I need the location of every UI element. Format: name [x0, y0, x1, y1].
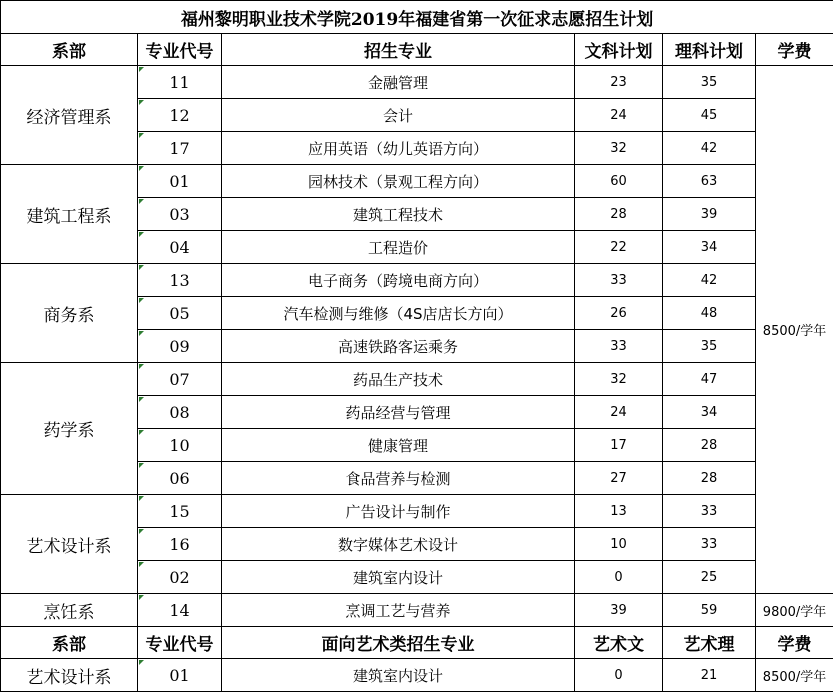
major-name-cell: 金融管理: [222, 66, 575, 99]
wen-plan-cell: 32: [575, 132, 663, 165]
table-row: [1, 264, 833, 297]
fee-cell: 9800/学年: [756, 594, 833, 627]
major-code-cell: 17: [138, 132, 222, 165]
header-fee: 学费: [756, 34, 833, 66]
li-plan-cell: 47: [663, 363, 756, 396]
table-row: [1, 659, 833, 692]
table-row: [1, 495, 833, 528]
wen-plan-cell: 22: [575, 231, 663, 264]
art-header-code: 专业代号: [138, 627, 222, 659]
major-code-cell: 06: [138, 462, 222, 495]
wen-plan-cell: 0: [575, 561, 663, 594]
li-plan-cell: 35: [663, 330, 756, 363]
major-name-cell: 园林技术（景观工程方向）: [222, 165, 575, 198]
major-name-cell: 建筑室内设计: [222, 659, 575, 692]
dept-cell: 药学系: [1, 363, 138, 495]
li-plan-cell: 42: [663, 264, 756, 297]
header-row: [1, 34, 833, 66]
major-code-cell: 16: [138, 528, 222, 561]
art-header-row: [1, 627, 833, 659]
major-name-cell: 汽车检测与维修（4S店店长方向）: [222, 297, 575, 330]
header-dept: 系部: [1, 34, 138, 66]
major-name-cell: 烹调工艺与营养: [222, 594, 575, 627]
art-header-dept: 系部: [1, 627, 138, 659]
major-name-cell: 药品经营与管理: [222, 396, 575, 429]
major-name-cell: 数字媒体艺术设计: [222, 528, 575, 561]
li-plan-cell: 28: [663, 429, 756, 462]
li-plan-cell: 48: [663, 297, 756, 330]
dept-cell: 烹饪系: [1, 594, 138, 627]
table-row: [1, 594, 833, 627]
major-code-cell: 13: [138, 264, 222, 297]
wen-plan-cell: 0: [575, 659, 663, 692]
wen-plan-cell: 33: [575, 264, 663, 297]
wen-plan-cell: 13: [575, 495, 663, 528]
major-name-cell: 电子商务（跨境电商方向）: [222, 264, 575, 297]
art-header-major: 面向艺术类招生专业: [222, 627, 575, 659]
dept-cell: 经济管理系: [1, 66, 138, 165]
major-name-cell: 健康管理: [222, 429, 575, 462]
major-code-cell: 12: [138, 99, 222, 132]
major-code-cell: 15: [138, 495, 222, 528]
wen-plan-cell: 60: [575, 165, 663, 198]
wen-plan-cell: 39: [575, 594, 663, 627]
major-code-cell: 08: [138, 396, 222, 429]
major-name-cell: 药品生产技术: [222, 363, 575, 396]
major-code-cell: 11: [138, 66, 222, 99]
table-title: 福州黎明职业技术学院2019年福建省第一次征求志愿招生计划: [1, 1, 833, 34]
wen-plan-cell: 26: [575, 297, 663, 330]
li-plan-cell: 21: [663, 659, 756, 692]
li-plan-cell: 25: [663, 561, 756, 594]
li-plan-cell: 42: [663, 132, 756, 165]
art-header-fee: 学费: [756, 627, 833, 659]
li-plan-cell: 34: [663, 396, 756, 429]
wen-plan-cell: 32: [575, 363, 663, 396]
major-name-cell: 建筑室内设计: [222, 561, 575, 594]
major-name-cell: 建筑工程技术: [222, 198, 575, 231]
major-code-cell: 10: [138, 429, 222, 462]
major-code-cell: 01: [138, 165, 222, 198]
dept-cell: 艺术设计系: [1, 659, 138, 692]
table-row: [1, 66, 833, 99]
major-name-cell: 食品营养与检测: [222, 462, 575, 495]
header-wen: 文科计划: [575, 34, 663, 66]
art-header-wen: 艺术文: [575, 627, 663, 659]
major-code-cell: 14: [138, 594, 222, 627]
li-plan-cell: 33: [663, 528, 756, 561]
dept-cell: 艺术设计系: [1, 495, 138, 594]
wen-plan-cell: 24: [575, 99, 663, 132]
fee-cell: 8500/学年: [756, 659, 833, 692]
header-major: 招生专业: [222, 34, 575, 66]
major-name-cell: 应用英语（幼儿英语方向）: [222, 132, 575, 165]
major-code-cell: 05: [138, 297, 222, 330]
dept-cell: 商务系: [1, 264, 138, 363]
wen-plan-cell: 27: [575, 462, 663, 495]
table-row: [1, 165, 833, 198]
dept-cell: 建筑工程系: [1, 165, 138, 264]
li-plan-cell: 63: [663, 165, 756, 198]
art-header-li: 艺术理: [663, 627, 756, 659]
header-code: 专业代号: [138, 34, 222, 66]
li-plan-cell: 59: [663, 594, 756, 627]
wen-plan-cell: 33: [575, 330, 663, 363]
li-plan-cell: 33: [663, 495, 756, 528]
wen-plan-cell: 10: [575, 528, 663, 561]
table-body: [1, 1, 833, 692]
li-plan-cell: 39: [663, 198, 756, 231]
li-plan-cell: 34: [663, 231, 756, 264]
major-code-cell: 04: [138, 231, 222, 264]
li-plan-cell: 45: [663, 99, 756, 132]
wen-plan-cell: 17: [575, 429, 663, 462]
major-code-cell: 03: [138, 198, 222, 231]
major-code-cell: 07: [138, 363, 222, 396]
title-row: [1, 1, 833, 34]
major-name-cell: 广告设计与制作: [222, 495, 575, 528]
li-plan-cell: 28: [663, 462, 756, 495]
li-plan-cell: 35: [663, 66, 756, 99]
wen-plan-cell: 28: [575, 198, 663, 231]
fee-cell: 8500/学年: [756, 66, 833, 594]
major-name-cell: 高速铁路客运乘务: [222, 330, 575, 363]
wen-plan-cell: 23: [575, 66, 663, 99]
major-code-cell: 09: [138, 330, 222, 363]
major-code-cell: 02: [138, 561, 222, 594]
header-li: 理科计划: [663, 34, 756, 66]
major-code-cell: 01: [138, 659, 222, 692]
wen-plan-cell: 24: [575, 396, 663, 429]
major-name-cell: 会计: [222, 99, 575, 132]
table-row: [1, 363, 833, 396]
major-name-cell: 工程造价: [222, 231, 575, 264]
